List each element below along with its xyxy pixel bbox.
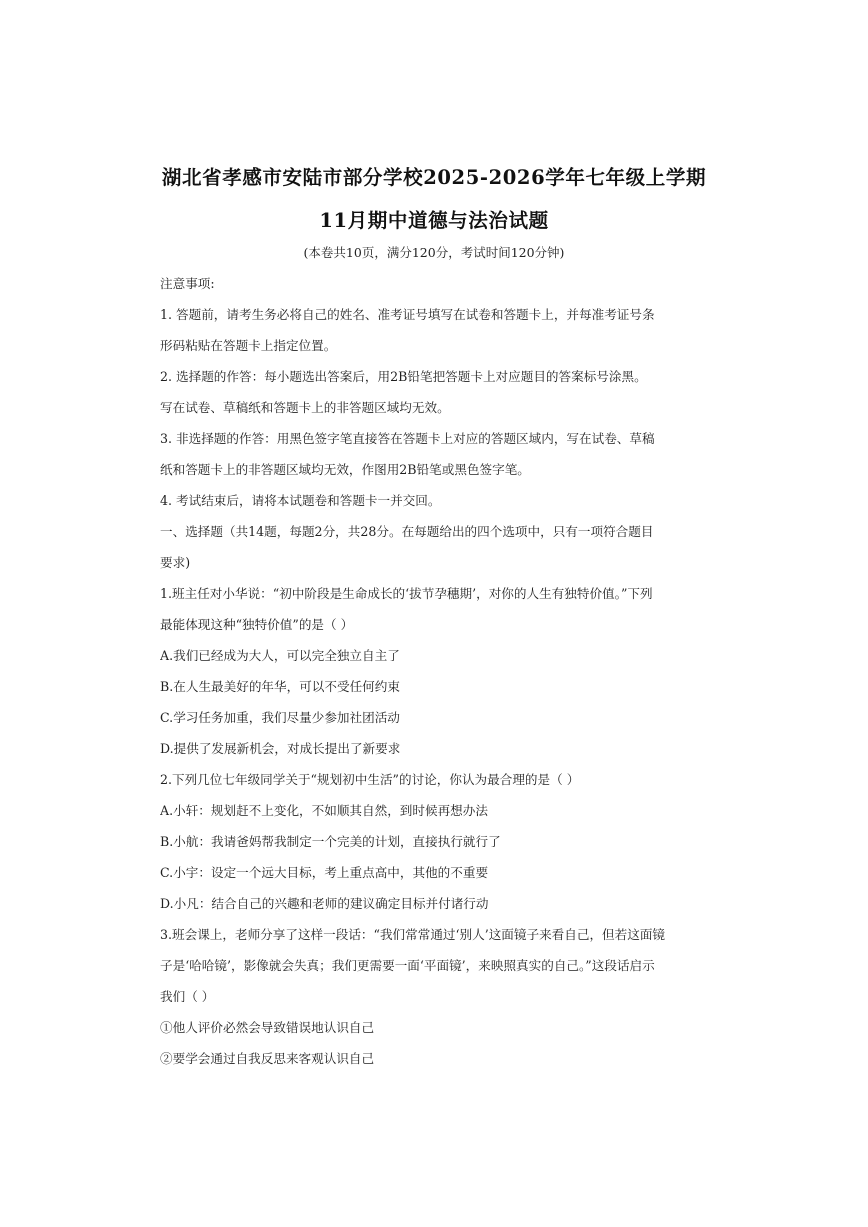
- question-1-option-b: B.在人生最美好的年华，可以不受任何约束: [160, 679, 400, 694]
- exam-title-line-1: 湖北省孝感市安陆市部分学校2025-2026学年七年级上学期: [161, 166, 707, 189]
- question-3-stem-line-2: 子是‘哈哈镜’，影像就会失真；我们更需要一面‘平面镜’，来映照真实的自己。”这段话启示: [160, 958, 655, 973]
- notice-item-3-line-1: 3. 非选择题的作答：用黑色签字笔直接答在答题卡上对应的答题区域内，写在试卷、草稿: [160, 431, 655, 446]
- question-1-stem-line-1: 1.班主任对小华说：“初中阶段是生命成长的‘拔节孕穗期’，对你的人生有独特价值。”下列: [160, 586, 653, 601]
- notice-item-2-line-1: 2. 选择题的作答：每小题选出答案后，用2B铅笔把答题卡上对应题目的答案标号涂黑。: [160, 369, 647, 384]
- notice-item-1-line-1: 1. 答题前，请考生务必将自己的姓名、准考证号填写在试卷和答题卡上，并每准考证号条: [160, 307, 655, 322]
- question-2-stem: 2.下列几位七年级同学关于“规划初中生活”的讨论，你认为最合理的是（ ）: [160, 772, 580, 787]
- section-heading-line-1: 一、选择题（共14题，每题2分，共28分。在每题给出的四个选项中，只有一项符合题目: [160, 524, 654, 539]
- question-2-option-c: C.小宇：设定一个远大目标，考上重点高中，其他的不重要: [160, 865, 489, 880]
- question-2-option-a: A.小轩：规划赶不上变化，不如顺其自然，到时候再想办法: [160, 803, 488, 818]
- section-heading-line-2: 要求): [160, 555, 191, 570]
- question-1-option-d: D.提供了发展新机会，对成长提出了新要求: [160, 741, 401, 756]
- question-1-option-c: C.学习任务加重，我们尽量少参加社团活动: [160, 710, 400, 725]
- notice-item-1-line-2: 形码粘贴在答题卡上指定位置。: [160, 338, 337, 353]
- question-1-stem-line-2: 最能体现这种“独特价值”的是（ ）: [160, 617, 354, 632]
- notice-item-2-line-2: 写在试卷、草稿纸和答题卡上的非答题区域均无效。: [160, 400, 450, 415]
- notice-heading: 注意事项:: [160, 276, 215, 291]
- notice-item-4: 4. 考试结束后，请将本试题卷和答题卡一并交回。: [160, 493, 441, 508]
- question-1-option-a: A.我们已经成为大人，可以完全独立自主了: [160, 648, 400, 663]
- question-3-stem-line-1: 3.班会课上，老师分享了这样一段话：“我们常常通过‘别人’这面镜子来看自己，但若这面镜: [160, 927, 666, 942]
- exam-subtitle: (本卷共10页，满分120分，考试时间120分钟): [303, 245, 565, 260]
- question-2-option-b: B.小航：我请爸妈帮我制定一个完美的计划，直接执行就行了: [160, 834, 501, 849]
- question-3-stem-line-3: 我们（ ）: [160, 989, 215, 1004]
- question-3-statement-2: ②要学会通过自我反思来客观认识自己: [160, 1051, 375, 1066]
- notice-item-3-line-2: 纸和答题卡上的非答题区域均无效，作图用2B铅笔或黑色签字笔。: [160, 462, 530, 477]
- exam-body: [160, 268, 716, 1074]
- exam-title-line-2: 11月期中道德与法治试题: [319, 209, 549, 232]
- question-3-statement-1: ①他人评价必然会导致错误地认识自己: [160, 1020, 375, 1035]
- question-2-option-d: D.小凡：结合自己的兴趣和老师的建议确定目标并付诸行动: [160, 896, 489, 911]
